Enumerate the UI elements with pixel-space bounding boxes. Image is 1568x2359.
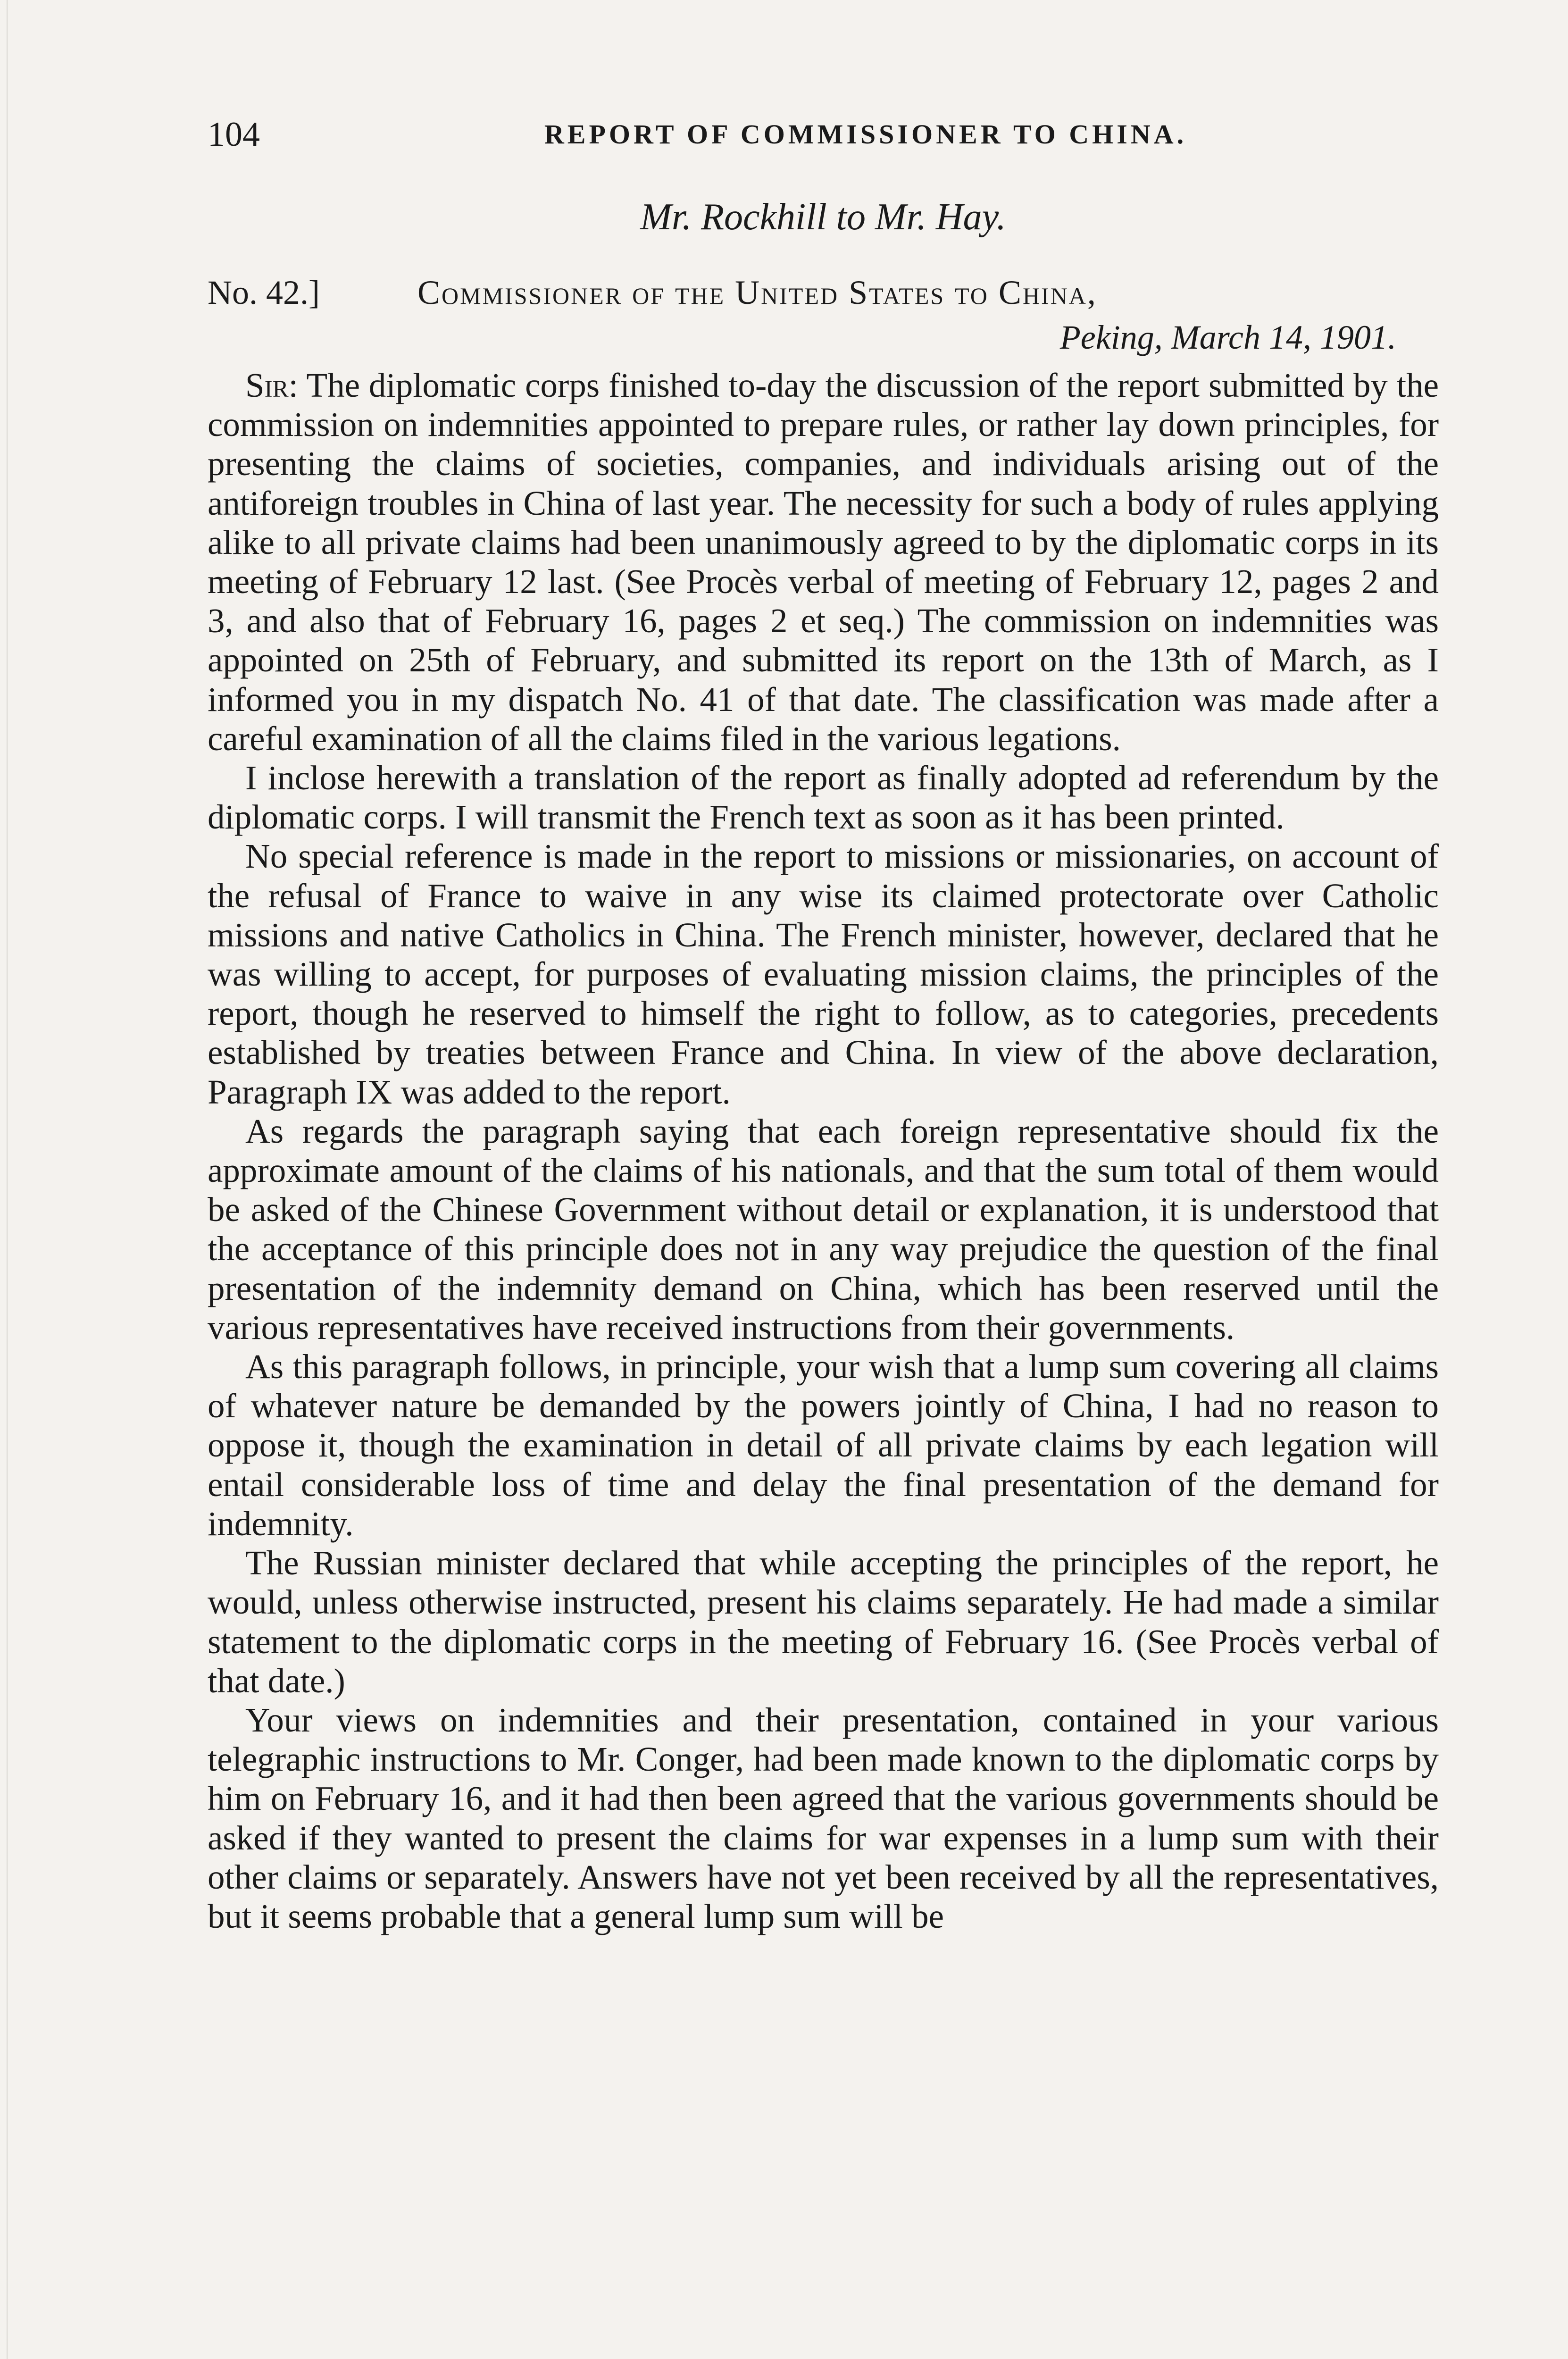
paragraph-5: As this paragraph follows, in principle, your wish that a lump sum covering all claims of whatever nature be demanded by the powers jointly of China, I had no reason to oppose it, though the examination in detail of all private claims by each legation will entail considerable loss of time and delay the final presentation of the demand for indemnity. — [208, 1347, 1439, 1543]
paragraph-7: Your views on indemnities and their presentation, contained in your various telegraphic instructions to Mr. Conger, had been made known to the diplomatic corps by him on February 16, and it had then been agreed that the various governments should be asked if they wanted to present the claims for war expenses in a lump sum with their other claims or separately. Answers have not yet been received by all the representatives, but it seems probable that a general lump sum will be — [208, 1700, 1439, 1935]
paragraph-1-text: The diplomatic corps finished to-day the discussion of the report submitted by the commission on indemnities appointed to prepare rules, or rather lay down principles, for presenting the claims of societies, companies, and individuals arising out of the antiforeign troubles in China of last year. The necessity for such a body of rules applying alike to all private claims had been unanimously agreed to by the diplomatic corps in its meeting of February 12 last. (See Procès verbal of meeting of February 12, pages 2 and 3, and also that of February 16, pages 2 et seq.) The commission on indemnities was appointed on 25th of February, and submitted its report on the 13th of March, as I informed you in my dispatch No. 41 of that date. The classification was made after a careful examination of all the claims filed in the various legations. — [208, 366, 1439, 758]
dispatch-number: No. 42.] — [208, 274, 320, 311]
letter-title: Mr. Rockhill to Mr. Hay. — [640, 196, 1006, 238]
paragraph-3: No special reference is made in the report to missions or missionaries, on account of the refusal of France to waive in any wise its claimed protectorate over Catholic missions and native Catholics in China. The French minister, however, declared that he was willing to accept, for purposes of evaluating mission claims, the principles of the report, though he reserved to himself the right to follow, as to categories, precedents established by treaties between France and China. In view of the above declaration, Paragraph IX was added to the report. — [208, 837, 1439, 1111]
letter-body — [208, 366, 1439, 1936]
running-title: REPORT OF COMMISSIONER TO CHINA. — [544, 119, 1187, 150]
page-number: 104 — [208, 115, 260, 154]
salutation: Sir: — [245, 366, 298, 404]
page-header — [208, 111, 1439, 163]
paragraph-2: I inclose herewith a translation of the report as finally adopted ad referendum by the diplomatic corps. I will transmit the French text as soon as it has been printed. — [208, 759, 1439, 837]
scan-margin-line — [7, 0, 8, 2359]
paragraph-6: The Russian minister declared that while accepting the principles of the report, he would, unless otherwise instructed, present his claims separately. He had made a similar statement to the diplomatic corps in the meeting of February 16. (See Procès verbal of that date.) — [208, 1544, 1439, 1700]
sender-line: Commissioner of the United States to China, — [417, 274, 1097, 311]
paragraph-4: As regards the paragraph saying that each foreign representative should fix the approximate amount of the claims of his nationals, and that the sum total of them would be asked of the Chinese Government without detail or explanation, it is understood that the acceptance of this principle does not in any way prejudice the question of the final presentation of the indemnity demand on China, which has been reserved until the various representatives have received instructions from their governments. — [208, 1112, 1439, 1347]
letter-heading — [208, 271, 1439, 314]
place-date: Peking, March 14, 1901. — [1059, 318, 1396, 356]
paragraph-1 — [208, 366, 1439, 758]
